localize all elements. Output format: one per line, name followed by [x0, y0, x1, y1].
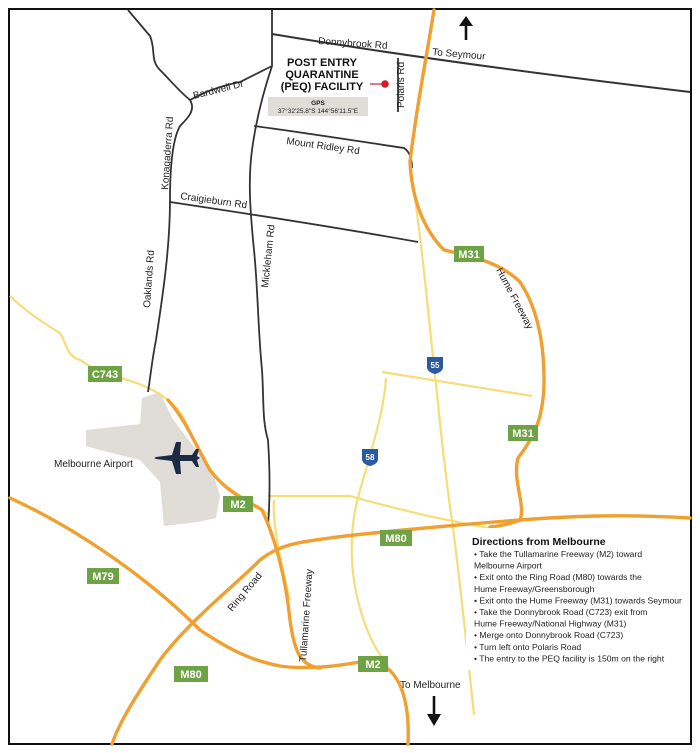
badge-m31-top	[454, 246, 484, 262]
label-hume-freeway: Hume Freeway	[493, 266, 535, 332]
direction-step-1-cont: Melbourne Airport	[474, 560, 542, 571]
label-mickleham-rd: Mickleham Rd	[260, 224, 278, 289]
svg-text:M31: M31	[458, 249, 480, 261]
direction-step-1: • Take the Tullamarine Freeway (M2) toward	[474, 549, 643, 559]
facility-title-line2: QUARANTINE	[285, 69, 359, 81]
label-mount-ridley-rd: Mount Ridley Rd	[285, 136, 361, 158]
badge-m79	[87, 568, 119, 584]
label-ring-road: Ring Road	[225, 570, 265, 614]
direction-step-7: • The entry to the PEQ facility is 150m on the right	[474, 653, 665, 664]
badge-m2-airport	[223, 496, 253, 512]
svg-text:M80: M80	[385, 533, 407, 545]
facility-marker	[381, 80, 389, 88]
label-oaklands-rd: Oaklands Rd	[142, 249, 158, 309]
badge-m80-center	[380, 530, 412, 546]
direction-step-5: • Merge onto Donnybrook Road (C723)	[474, 630, 624, 641]
label-polaris-rd: Polaris Rd	[396, 61, 407, 108]
directions-title: Directions from Melbourne	[472, 536, 606, 548]
facility-title-line1: POST ENTRY	[287, 57, 357, 69]
direction-step-3: • Exit onto the Hume Freeway (M31) towards Seymour	[474, 595, 682, 606]
badge-m80-left	[174, 666, 208, 682]
svg-text:M80: M80	[180, 669, 202, 681]
facility-title-line3: (PEQ) FACILITY	[280, 81, 364, 93]
shield-58-icon	[362, 449, 378, 466]
gps-label: GPS	[311, 100, 325, 107]
label-to-melbourne: To Melbourne	[400, 680, 461, 691]
label-craigieburn-rd: Craigieburn Rd	[179, 191, 248, 212]
direction-step-4: • Take the Donnybrook Road (C723) exit from	[474, 607, 648, 617]
svg-text:M79: M79	[92, 571, 114, 583]
gps-coords: 37°32'25.8"S 144°56'11.5"E	[277, 108, 359, 115]
label-donnybrook-rd: Donnybrook Rd	[317, 36, 388, 52]
direction-step-2: • Exit onto the Ring Road (M80) towards the	[474, 572, 642, 583]
svg-text:58: 58	[365, 453, 375, 462]
label-bardwell-dr: Bardwell Dr	[192, 78, 245, 102]
label-to-seymour: To Seymour	[431, 47, 486, 63]
direction-step-4-cont: Hume Freeway/National Highway (M31)	[474, 618, 627, 629]
badge-m2-bottom	[358, 656, 388, 672]
svg-text:55: 55	[430, 361, 440, 370]
direction-step-6: • Turn left onto Polaris Road	[474, 641, 582, 652]
label-konagaderra-rd: Konagaderra Rd	[160, 116, 177, 191]
badge-m31-mid	[508, 425, 538, 441]
svg-text:M31: M31	[512, 428, 534, 440]
badge-c743	[88, 366, 122, 382]
shield-55-icon	[427, 357, 443, 374]
svg-text:M2: M2	[365, 659, 381, 671]
label-melbourne-airport: Melbourne Airport	[54, 459, 133, 470]
label-tullamarine-freeway: Tullamarine Freeway	[298, 568, 316, 663]
direction-step-2-cont: Hume Freeway/Greensborough	[474, 583, 595, 594]
svg-text:C743: C743	[91, 369, 119, 381]
svg-text:M2: M2	[230, 499, 246, 511]
